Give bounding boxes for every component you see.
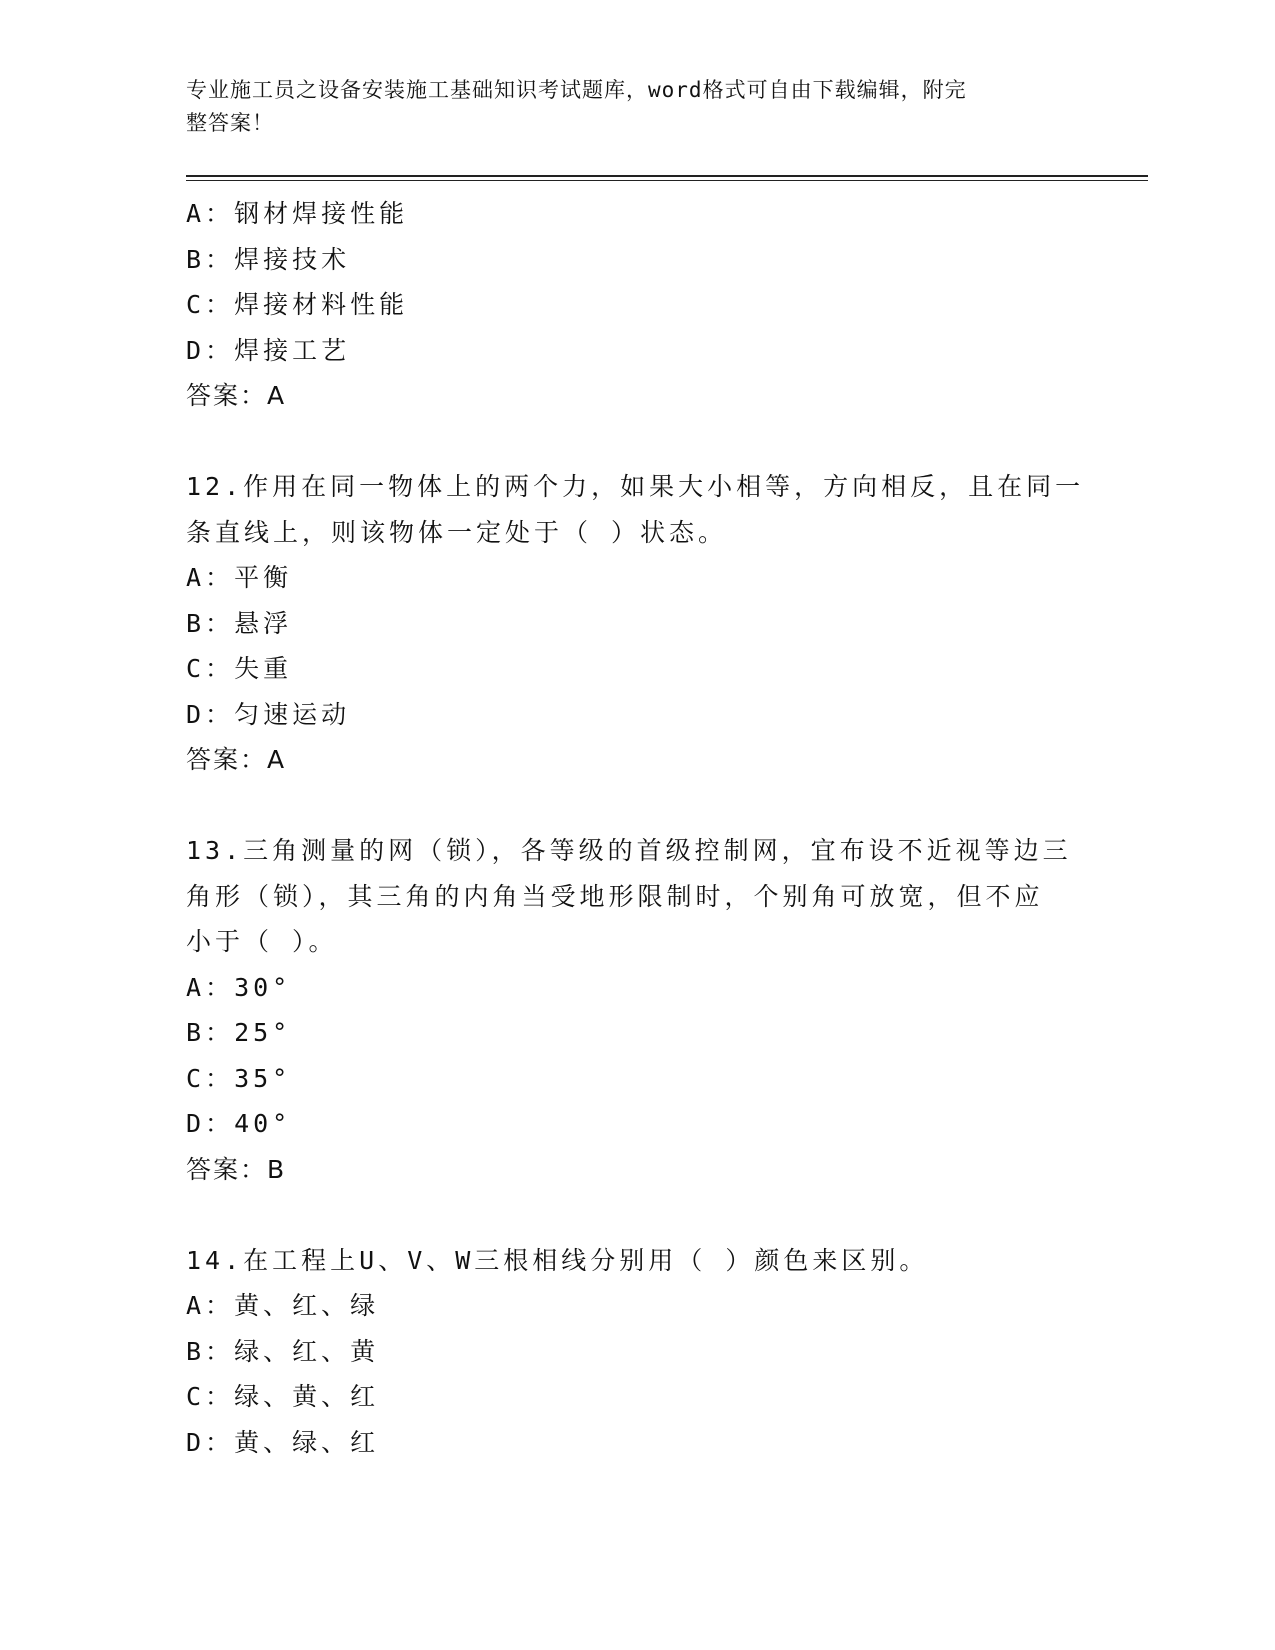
option-c: C：焊接材料性能 xyxy=(186,290,409,319)
spacer xyxy=(186,1192,1086,1238)
question-text-line: 12.作用在同一物体上的两个力，如果大小相等，方向相反，且在同一 xyxy=(186,472,1085,501)
answer-label: 答案：B xyxy=(186,1154,287,1184)
question-14 xyxy=(186,1238,1086,1466)
question-13 xyxy=(186,828,1086,1192)
option-c: C：失重 xyxy=(186,654,293,683)
option-c: C：35° xyxy=(186,1063,292,1093)
document-header xyxy=(186,74,1066,140)
option-a: A：钢材焊接性能 xyxy=(186,199,409,228)
question-12 xyxy=(186,464,1086,783)
option-a: A：黄、红、绿 xyxy=(186,1291,380,1320)
question-11-continued xyxy=(186,191,1086,419)
option-a: A：30° xyxy=(186,972,292,1002)
question-text-line: 条直线上，则该物体一定处于（ ）状态。 xyxy=(186,517,728,547)
option-c: C：绿、黄、红 xyxy=(186,1382,380,1411)
question-list xyxy=(186,191,1086,1465)
header-title-line-1: 专业施工员之设备安装施工基础知识考试题库，word格式可自由下载编辑，附完 xyxy=(186,78,967,102)
spacer xyxy=(186,419,1086,465)
option-d: D：黄、绿、红 xyxy=(186,1427,380,1457)
option-a: A：平衡 xyxy=(186,563,293,592)
spacer xyxy=(186,783,1086,829)
option-d: D：匀速运动 xyxy=(186,699,351,729)
header-divider-thin xyxy=(186,180,1148,181)
header-divider-thick xyxy=(186,175,1148,177)
question-text-line: 角形（锁），其三角的内角当受地形限制时，个别角可放宽，但不应 xyxy=(186,881,1044,911)
option-b: B：绿、红、黄 xyxy=(186,1336,380,1366)
option-b: B：悬浮 xyxy=(186,608,293,638)
answer-label: 答案：A xyxy=(186,381,287,410)
option-d: D：焊接工艺 xyxy=(186,335,351,365)
question-text-line: 14.在工程上U、V、W三根相线分别用（ ）颜色来区别。 xyxy=(186,1245,929,1275)
question-text-line: 13.三角测量的网（锁），各等级的首级控制网，宜布设不近视等边三 xyxy=(186,836,1072,865)
question-text-line: 小于（ ）。 xyxy=(186,927,338,956)
header-title-line-2: 整答案！ xyxy=(186,111,274,135)
option-b: B：焊接技术 xyxy=(186,244,351,274)
answer-label: 答案：A xyxy=(186,745,287,774)
option-b: B：25° xyxy=(186,1018,292,1047)
option-d: D：40° xyxy=(186,1109,292,1138)
